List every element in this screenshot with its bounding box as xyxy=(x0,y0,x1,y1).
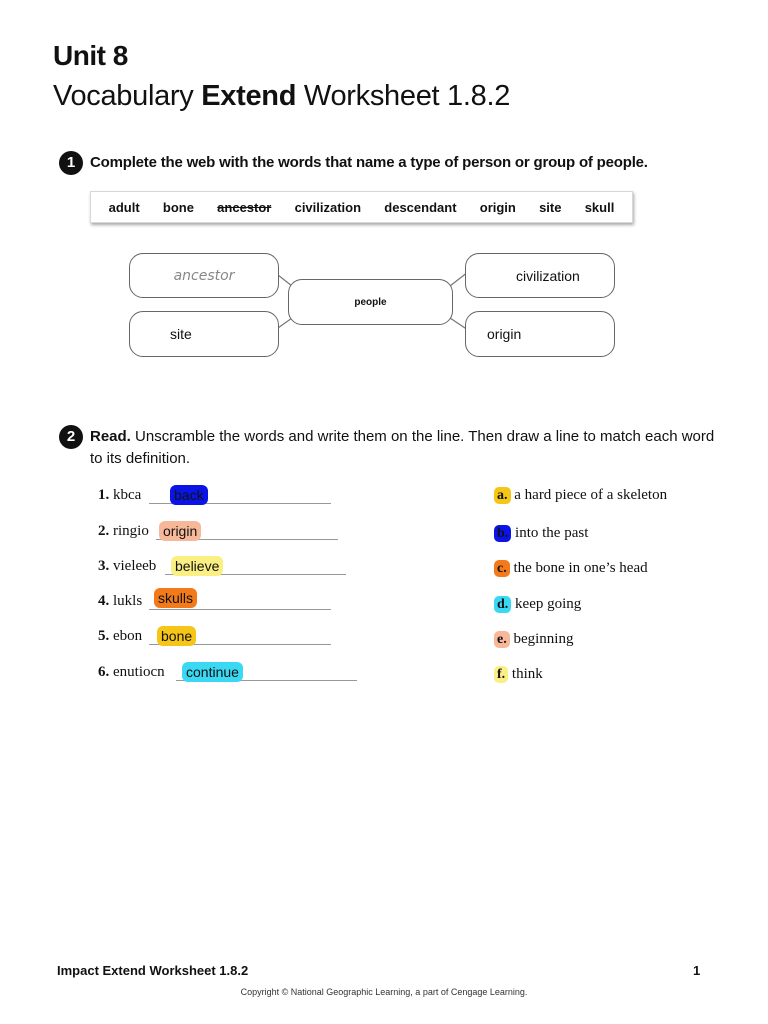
title-suffix: Worksheet 1.8.2 xyxy=(296,80,511,112)
definition-item xyxy=(494,666,543,683)
answer-highlight: back xyxy=(170,485,208,505)
item-number: 5. xyxy=(98,628,110,644)
copyright-notice: Copyright © National Geographic Learning, a part of Cengage Learning. xyxy=(240,987,528,997)
section-2-instruction xyxy=(90,426,720,470)
definition-text: a hard piece of a skeleton xyxy=(514,487,668,503)
page-number: 1 xyxy=(693,963,701,978)
definition-letter: f. xyxy=(494,666,508,683)
definition-letter: c. xyxy=(494,560,510,577)
unit-heading: Unit 8 xyxy=(53,40,128,71)
definition-text: keep going xyxy=(515,596,582,612)
word-bank-item: civilization xyxy=(294,199,362,215)
web-center-box xyxy=(288,279,453,325)
definition-item xyxy=(494,525,588,542)
definition-text: think xyxy=(511,666,543,682)
list-item xyxy=(98,487,141,504)
web-answer-top-left: ancestor xyxy=(173,267,235,284)
scrambled-word: vieleeb xyxy=(113,558,157,574)
web-box-top-left[interactable] xyxy=(129,253,279,298)
list-item xyxy=(98,558,156,575)
list-item xyxy=(98,593,142,610)
title-bold: Extend xyxy=(201,80,297,112)
scrambled-word: ringio xyxy=(113,523,149,539)
scrambled-word: lukls xyxy=(113,593,143,609)
answer-highlight: believe xyxy=(171,556,223,576)
definition-letter: b. xyxy=(494,525,511,542)
web-box-top-right[interactable] xyxy=(465,253,615,298)
web-box-bottom-left[interactable] xyxy=(129,311,279,357)
list-item xyxy=(98,628,142,645)
definition-text: beginning xyxy=(513,631,574,647)
item-number: 6. xyxy=(98,664,110,680)
section-2-instruction-bold: Read. xyxy=(90,428,131,445)
answer-line[interactable] xyxy=(149,608,331,610)
answer-highlight: skulls xyxy=(154,588,197,608)
definition-text: the bone in one’s head xyxy=(513,560,648,576)
item-number: 1. xyxy=(98,487,110,503)
word-bank-item: skull xyxy=(584,199,615,215)
answer-highlight: origin xyxy=(159,521,201,541)
word-bank-item: adult xyxy=(108,199,140,215)
definition-text: into the past xyxy=(515,525,589,541)
web-connectors xyxy=(0,0,768,400)
definition-letter: a. xyxy=(494,487,511,504)
word-bank-item: origin xyxy=(479,199,516,215)
section-2-number: 2 xyxy=(59,425,83,449)
list-item xyxy=(98,664,165,681)
definition-item xyxy=(494,631,573,648)
section-1-instruction: Complete the web with the words that name a type of person or group of people. xyxy=(90,154,648,171)
scrambled-word: kbca xyxy=(113,487,142,503)
item-number: 2. xyxy=(98,523,110,539)
answer-highlight: bone xyxy=(157,626,196,646)
web-answer-bottom-left: site xyxy=(170,326,192,342)
web-center-label: people xyxy=(354,296,387,308)
section-1-number: 1 xyxy=(59,151,83,175)
list-item xyxy=(98,523,149,540)
title-prefix: Vocabulary xyxy=(53,80,202,112)
definition-item xyxy=(494,560,648,577)
scrambled-word: enutiocn xyxy=(113,664,165,680)
word-bank-item: bone xyxy=(162,199,194,215)
scrambled-word: ebon xyxy=(113,628,143,644)
definition-letter: d. xyxy=(494,596,511,613)
section-2-instruction-text: Unscramble the words and write them on the line. Then draw a line to match each word to its definition. xyxy=(90,428,715,467)
definition-letter: e. xyxy=(494,631,510,648)
word-bank-item: descendant xyxy=(384,199,457,215)
web-answer-bottom-right: origin xyxy=(487,326,522,342)
item-number: 4. xyxy=(98,593,110,609)
word-bank-item-crossed: ancestor xyxy=(217,199,272,215)
definition-item xyxy=(494,487,667,504)
web-box-bottom-right[interactable] xyxy=(465,311,615,357)
web-answer-top-right: civilization xyxy=(516,267,580,284)
definition-item xyxy=(494,596,581,613)
item-number: 3. xyxy=(98,558,110,574)
answer-highlight: continue xyxy=(182,662,243,682)
word-bank-item: site xyxy=(539,199,562,215)
footer-title: Impact Extend Worksheet 1.8.2 xyxy=(57,963,249,978)
